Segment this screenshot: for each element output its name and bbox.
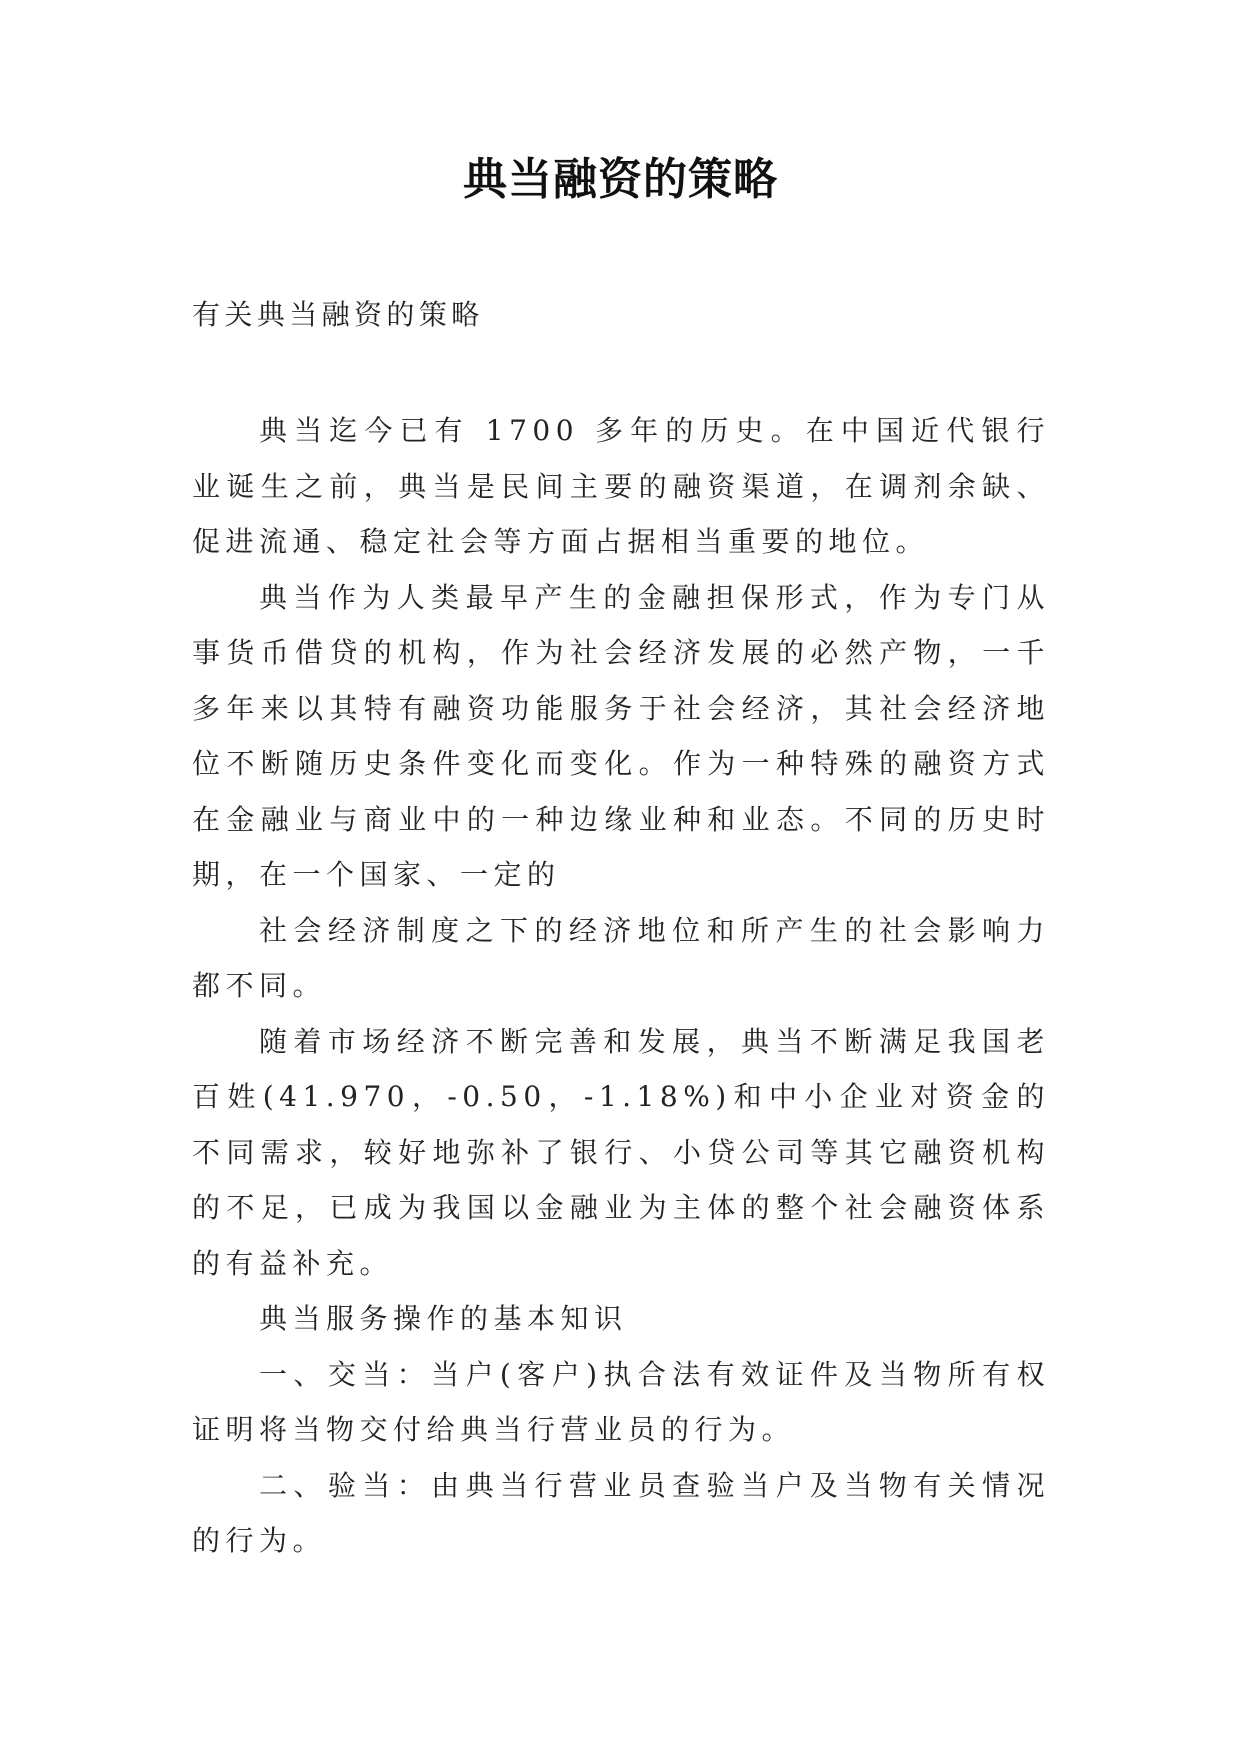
paragraph: 社会经济制度之下的经济地位和所产生的社会影响力都不同。: [192, 913, 1050, 1002]
paragraph: 典当迄今已有 1700 多年的历史。在中国近代银行业诞生之前，典当是民间主要的融资渠道，在调剂余缺、促进流通、稳定社会等方面占据相当重要的地位。: [192, 414, 1050, 558]
paragraph: 二、验当：由典当行营业员查验当户及当物有关情况的行为。: [192, 1468, 1050, 1557]
document-title: 典当融资的策略: [463, 154, 778, 205]
section-heading: 典当服务操作的基本知识: [259, 1302, 628, 1335]
paragraph: 随着市场经济不断完善和发展，典当不断满足我国老百姓(41.970，-0.50，-1.18%)和中小企业对资金的不同需求，较好地弥补了银行、小贷公司等其它融资机构的不足，已成为我国以金融业为主体的整个社会融资体系的有益补充。: [192, 1024, 1050, 1280]
document-body: [192, 403, 1050, 1569]
document-subtitle: 有关典当融资的策略: [192, 298, 484, 331]
paragraph: 一、交当：当户(客户)执合法有效证件及当物所有权证明将当物交付给典当行营业员的行为。: [192, 1357, 1050, 1446]
paragraph: 典当作为人类最早产生的金融担保形式，作为专门从事货币借贷的机构，作为社会经济发展的必然产物，一千多年来以其特有融资功能服务于社会经济，其社会经济地位不断随历史条件变化而变化。作为一种特殊的融资方式在金融业与商业中的一种边缘业种和业态。不同的历史时期，在一个国家、一定的: [192, 580, 1050, 891]
